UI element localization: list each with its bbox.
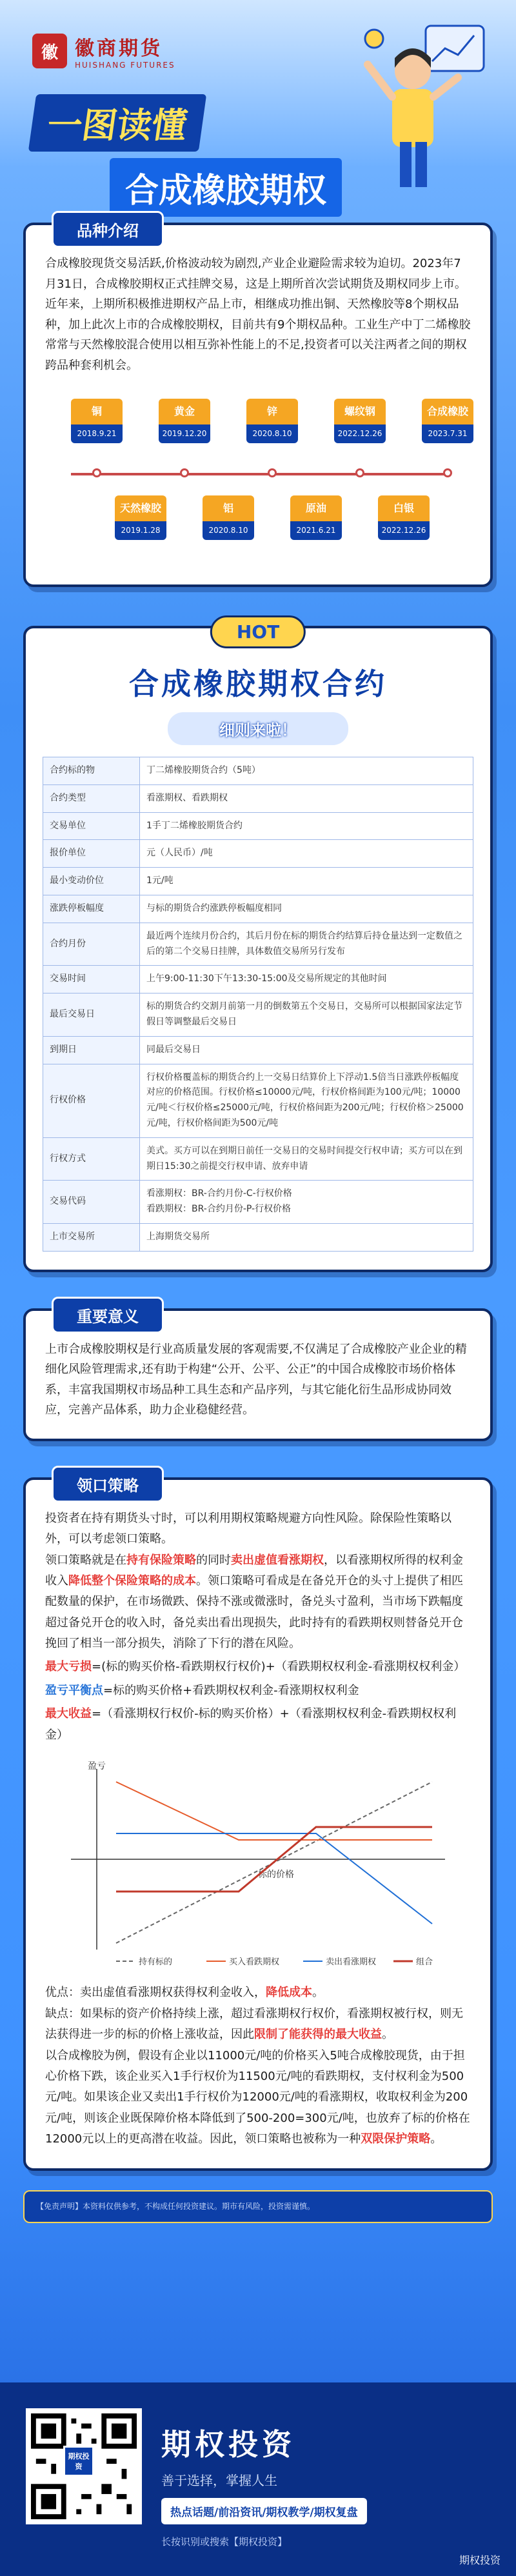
header xyxy=(0,0,516,210)
timeline-item xyxy=(378,495,430,540)
contract-card xyxy=(23,626,493,1272)
listing-timeline xyxy=(45,386,471,566)
formula-label: 最大亏损 xyxy=(45,1660,92,1674)
disadvantage-text xyxy=(45,2004,471,2046)
legend-item: 组合 xyxy=(416,1957,433,1968)
highlight-text: 双限保护策略 xyxy=(361,2132,431,2146)
example-text xyxy=(45,2046,471,2150)
spec-value: 1元/吨 xyxy=(140,868,473,895)
text-span: 。领口策略可看成是在备兑开仓的头寸上提供了相匹配数量的保护，在市场微跌、保持不涨或微涨时，备兑头寸盈利，当市场下跌幅度超过备兑开仓的收入时，备兑卖出看出现损失，此时持有的看跌期权则替备兑开仓挽回了相当一部分损失，消除了下行的潜在风险。 xyxy=(45,1573,463,1651)
spec-value: 与标的期货合约涨跌停板幅度相同 xyxy=(140,895,473,923)
formula-text: =标的购买价格+看跌期权权利金-看涨期权权利金 xyxy=(103,1683,359,1697)
formula-label: 最大收益 xyxy=(45,1707,92,1721)
max-gain-formula xyxy=(45,1704,471,1746)
contract-subtitle: 细则来啦！ xyxy=(168,712,348,745)
qr-code[interactable] xyxy=(26,2408,142,2524)
spec-value: 上海期货交易所 xyxy=(140,1223,473,1251)
timeline-date: 2019.12.20 xyxy=(159,424,210,443)
text-span: 缺点：如果标的资产价格持续上涨，超过看涨期权行权价，看涨期权被行权，则无法获得进一步的标的价格上涨收益，因此 xyxy=(45,2006,463,2042)
legend-item: 买入看跌期权 xyxy=(229,1957,280,1968)
timeline-date: 2021.6.21 xyxy=(290,521,342,540)
table-row xyxy=(43,1223,473,1251)
strategy-intro: 投资者在持有期货头寸时，可以利用期权策略规避方向性风险。除保险性策略以外，可以考虑领口策略。 xyxy=(45,1511,452,1546)
formula-label: 盈亏平衡点 xyxy=(45,1683,103,1697)
timeline-item xyxy=(422,399,473,443)
contract-spec-table xyxy=(43,757,473,1252)
timeline-dot xyxy=(92,468,101,477)
significance-tab: 重要意义 xyxy=(52,1297,164,1333)
timeline-dot xyxy=(355,468,364,477)
timeline-item xyxy=(115,495,166,540)
timeline-dot xyxy=(268,468,277,477)
table-row xyxy=(43,784,473,812)
timeline-dot xyxy=(180,468,189,477)
spec-key: 上市交易所 xyxy=(43,1223,140,1251)
table-row xyxy=(43,1181,473,1224)
footer-slogan: 善于选择，掌握人生 xyxy=(161,2473,277,2488)
timeline-product: 白银 xyxy=(378,495,430,521)
timeline-product: 天然橡胶 xyxy=(115,495,166,521)
text-span: 的同时 xyxy=(196,1553,231,1567)
text-span: ，以看涨期权所得的权利金收入 xyxy=(45,1553,463,1588)
table-row xyxy=(43,923,473,966)
brand-logo: 徽 xyxy=(32,34,67,68)
timeline-product: 合成橡胶 xyxy=(422,399,473,424)
highlight-text: 降低成本 xyxy=(266,1986,312,2000)
hero-title-line1: 一图读懂 xyxy=(28,94,207,152)
brand-sub: HUISHANG FUTURES xyxy=(75,61,175,70)
strategy-definition xyxy=(45,1550,471,1655)
timeline-date: 2018.9.21 xyxy=(71,424,123,443)
timeline-line xyxy=(71,473,445,475)
spec-key: 交易代码 xyxy=(43,1181,140,1224)
spec-key: 交易时间 xyxy=(43,966,140,993)
spec-key: 行权方式 xyxy=(43,1137,140,1181)
footer-brand xyxy=(161,2421,367,2548)
spec-value: 丁二烯橡胶期货合约（5吨） xyxy=(140,757,473,785)
timeline-product: 黄金 xyxy=(159,399,210,424)
person-illustration-icon xyxy=(355,13,490,200)
spec-value: 标的期货合约交割月前第一月的倒数第五个交易日，交易所可以根据国家法定节假日等调整最后交易日 xyxy=(140,993,473,1037)
legend-item: 持有标的 xyxy=(139,1957,173,1968)
timeline-date: 2019.1.28 xyxy=(115,521,166,540)
x-axis-label: 标的价格 xyxy=(258,1870,294,1881)
timeline-product: 铜 xyxy=(71,399,123,424)
spec-value: 最近两个连续月份合约，其后月份在标的期货合约结算后持仓量达到一定数值之后的第二个交易日挂牌，具体数值交易所另行发布 xyxy=(140,923,473,966)
strategy-tab: 领口策略 xyxy=(52,1466,164,1503)
text-span: 。 xyxy=(382,2028,393,2042)
y-axis-label: 盈亏 xyxy=(88,1761,106,1772)
timeline-date: 2023.7.31 xyxy=(422,424,473,443)
footer xyxy=(0,2382,516,2576)
spec-value: 1手丁二烯橡胶期货合约 xyxy=(140,812,473,840)
spec-value: 行权价格覆盖标的期货合约上一交易日结算价上下浮动1.5倍当日涨跌停板幅度对应的价格范围。行权价格≤10000元/吨，行权价格间距为100元/吨；10000元/吨＜行权价格≤25000元/吨，行权价格间距为200元/吨；行权价格＞25000元/吨，行权价格间距为500元/吨 xyxy=(140,1064,473,1137)
footer-title: 期权投资 xyxy=(161,2427,295,2462)
footer-tags: 热点话题/前沿资讯/期权教学/期权复盘 xyxy=(161,2498,367,2524)
spec-key: 合约标的物 xyxy=(43,757,140,785)
hot-badge: HOT xyxy=(210,615,306,648)
timeline-date: 2022.12.26 xyxy=(334,424,386,443)
text-span: 以合成橡胶为例，假设有企业以11000元/吨的价格买入5吨合成橡胶现货，由于担心价格下跌，该企业买入1手行权价为11500元/吨的看跌期权，支付权利金为500元/吨。如果该企业又卖出1手行权价为12000元/吨的看涨期权，收取权利金为200元/吨，则该企业既保障价格本降低到了500-200=300元/吨，也放弃了标的价格在12000元以上的更高潜在收益。因此，领口策略也被称为一种 xyxy=(45,2048,470,2146)
timeline-product: 铝 xyxy=(203,495,254,521)
payoff-chart xyxy=(45,1756,471,1976)
highlight-text: 降低整个保险策略的成本 xyxy=(68,1573,196,1588)
line-long-put xyxy=(116,1782,432,1840)
table-row xyxy=(43,1036,473,1064)
text-span: 。 xyxy=(312,1986,324,2000)
text-span: 。 xyxy=(430,2132,442,2146)
formula-text: =(标的购买价格-看跌期权行权价)+（看跌期权权利金-看涨期权权利金） xyxy=(92,1660,466,1674)
table-row xyxy=(43,1137,473,1181)
contract-title: 合成橡胶期权合约 xyxy=(129,666,387,701)
spec-key: 报价单位 xyxy=(43,840,140,868)
spec-key: 合约月份 xyxy=(43,923,140,966)
spec-key: 行权价格 xyxy=(43,1064,140,1137)
intro-card xyxy=(23,223,493,587)
timeline-item xyxy=(246,399,298,443)
highlight-text: 卖出虚值看涨期权 xyxy=(231,1553,324,1567)
spec-value: 上午9:00-11:30下午13:30-15:00及交易所规定的其他时间 xyxy=(140,966,473,993)
significance-paragraph: 上市合成橡胶期权是行业高质量发展的客观需要,不仅满足了合成橡胶产业企业的精细化风险管理需求,还有助于构建“公开、公平、公正”的中国合成橡胶市场价格体系，丰富我国期权市场品种工具生态和产品序列，与其它能化衍生品形成协同效应，完善产品体系，助力企业稳健经营。 xyxy=(45,1342,467,1417)
spec-value: 元（人民币）/吨 xyxy=(140,840,473,868)
advantage-text xyxy=(45,1982,471,2003)
breakeven-formula xyxy=(45,1681,471,1701)
hero-title-line2: 合成橡胶期权 xyxy=(110,158,342,217)
timeline-item xyxy=(290,495,342,540)
spec-key: 到期日 xyxy=(43,1036,140,1064)
disclaimer: 【免责声明】本资料仅供参考，不构成任何投资建议。期市有风险，投资需谨慎。 xyxy=(23,2190,493,2223)
table-row xyxy=(43,868,473,895)
legend-item: 卖出看涨期权 xyxy=(326,1957,377,1968)
table-row xyxy=(43,757,473,785)
spec-key: 合约类型 xyxy=(43,784,140,812)
timeline-product: 锌 xyxy=(246,399,298,424)
timeline-item xyxy=(159,399,210,443)
table-row xyxy=(43,1064,473,1137)
highlight-text: 持有保险策略 xyxy=(126,1553,196,1567)
spec-key: 最后交易日 xyxy=(43,993,140,1037)
brand-name: 徽商期货 xyxy=(75,37,163,60)
spec-value: 美式。买方可以在到期日前任一交易日的交易时间提交行权申请；买方可以在到期日15:30之前提交行权申请、放弃申请 xyxy=(140,1137,473,1181)
watermark: 期权投资 xyxy=(459,2554,501,2566)
text-span: 领口策略就是在 xyxy=(45,1553,126,1567)
table-row xyxy=(43,895,473,923)
table-row xyxy=(43,840,473,868)
intro-paragraph: 合成橡胶现货交易活跃,价格波动较为剧烈,产业企业避险需求较为迫切。2023年7月31日，合成橡胶期权正式挂牌交易，这是上期所首次尝试期货及期权同步上市。近年来，上期所积极推进期权产品上市，相继成功推出铜、天然橡胶等8个期权品种，加上此次上市的合成橡胶期权，目前共有9个期权品种。工业生产中丁二烯橡胶常常与天然橡胶混合使用以相互弥补性能上的不足,投资者可以关注两者之间的期权跨品种套利机会。 xyxy=(45,257,471,372)
spec-key: 最小变动价位 xyxy=(43,868,140,895)
timeline-item xyxy=(71,399,123,443)
footer-hint: 长按识别或搜索【期权投资】 xyxy=(161,2536,288,2548)
intro-tab: 品种介绍 xyxy=(52,211,164,248)
timeline-date: 2020.8.10 xyxy=(203,521,254,540)
table-row xyxy=(43,993,473,1037)
spec-key: 交易单位 xyxy=(43,812,140,840)
table-row xyxy=(43,966,473,993)
payoff-svg xyxy=(45,1756,471,1969)
strategy-card xyxy=(23,1477,493,2171)
timeline-dot xyxy=(443,468,452,477)
timeline-product: 螺纹钢 xyxy=(334,399,386,424)
timeline-date: 2020.8.10 xyxy=(246,424,298,443)
timeline-date: 2022.12.26 xyxy=(378,521,430,540)
text-span: 优点：卖出虚值看涨期权获得权利金收入， xyxy=(45,1986,266,2000)
qr-center-logo: 期权投资 xyxy=(63,2446,94,2477)
table-row xyxy=(43,812,473,840)
spec-value: 看涨期权、看跌期权 xyxy=(140,784,473,812)
spec-value: 看涨期权：BR-合约月份-C-行权价格 看跌期权：BR-合约月份-P-行权价格 xyxy=(140,1181,473,1224)
timeline-item xyxy=(334,399,386,443)
highlight-text: 限制了能获得的最大收益 xyxy=(254,2028,382,2042)
significance-card xyxy=(23,1308,493,1441)
max-loss-formula xyxy=(45,1657,471,1677)
timeline-product: 原油 xyxy=(290,495,342,521)
spec-key: 涨跌停板幅度 xyxy=(43,895,140,923)
spec-value: 同最后交易日 xyxy=(140,1036,473,1064)
contract-section xyxy=(23,621,493,1272)
timeline-item xyxy=(203,495,254,540)
formula-text: =（看涨期权行权价-标的购买价格）+（看涨期权权利金-看跌期权权利金） xyxy=(45,1707,457,1742)
